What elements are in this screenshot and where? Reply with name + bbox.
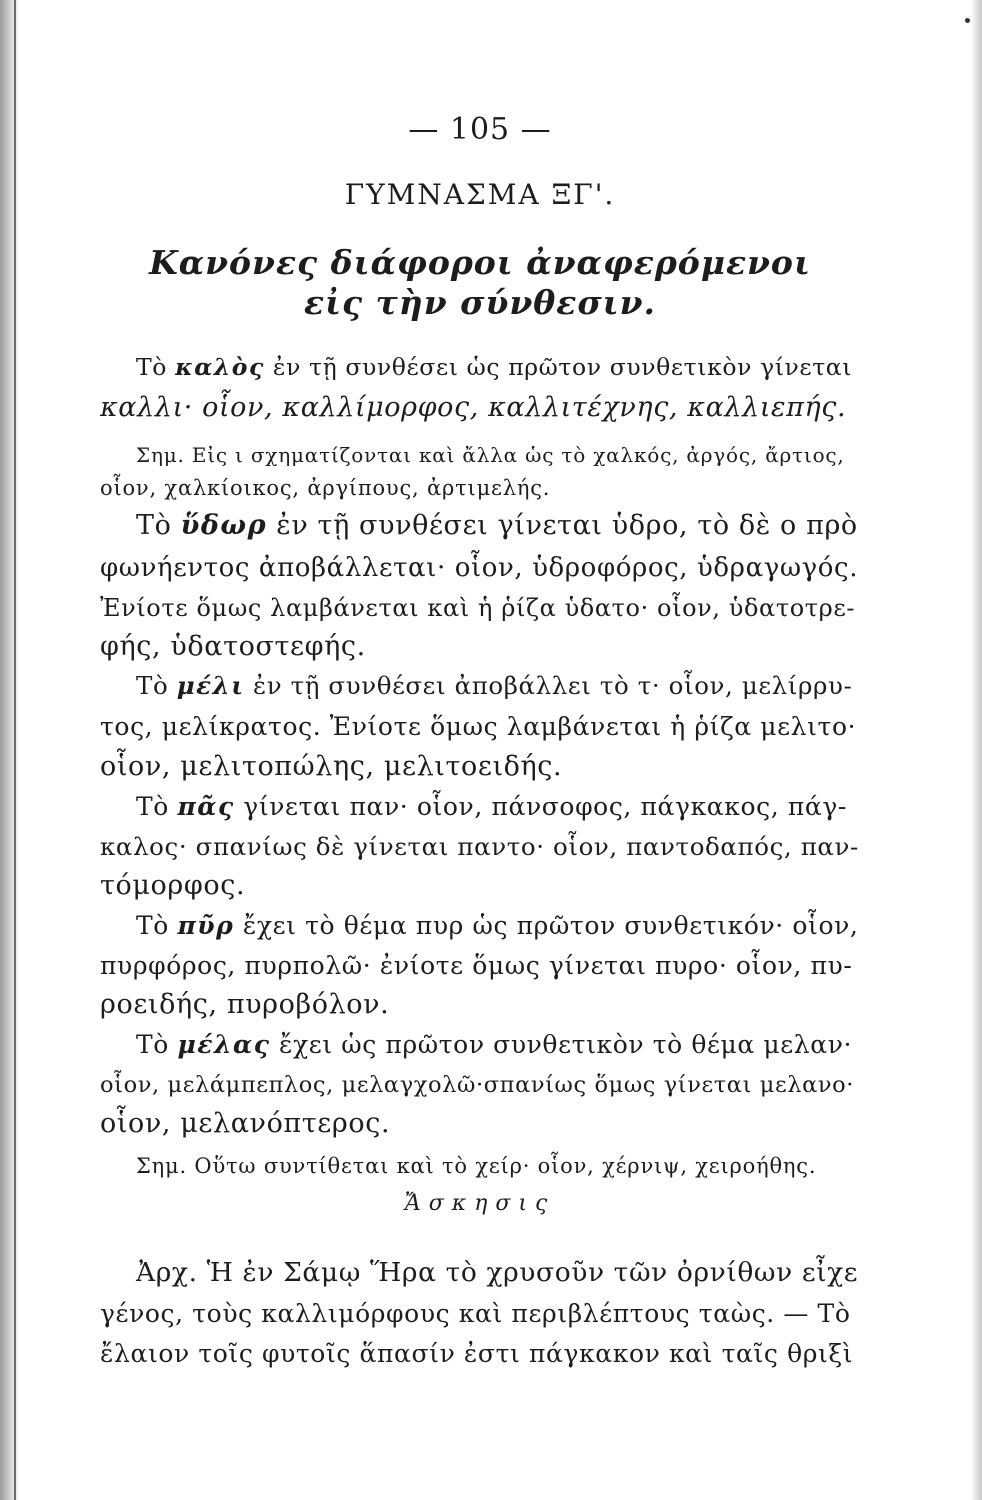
book-page — [100, 0, 860, 1500]
scan-right-edge — [972, 0, 982, 1500]
headword-melas: μέλας — [177, 1030, 271, 1059]
headword-kalos: καλὸς — [175, 353, 265, 381]
paragraph-hydor-line-4: φής, ὑδατοστεφής. — [100, 631, 366, 662]
paragraph-kalos-line-1 — [136, 349, 860, 385]
note-2: Σημ. Οὕτω συντίθεται καὶ τὸ χείρ· οἷον, χέρνιψ, χειροήθης. — [136, 1154, 817, 1178]
paragraph-hydor-line-3: Ἐνίοτε ὅμως λαμβάνεται καὶ ἡ ῥίζα ὑδατο· οἷον, ὑδατοτρε- — [100, 594, 856, 622]
paragraph-meli-line-3: οἷον, μελιτοπώλης, μελιτοειδής. — [100, 751, 563, 782]
paragraph-pas-line-2: καλος· σπανίως δὲ γίνεται παντο· οἷον, παντοδαπός, παν- — [100, 832, 859, 861]
headword-meli: μέλι — [176, 671, 245, 700]
lead-word: Τὸ — [136, 353, 168, 381]
lead-word: Τὸ — [136, 671, 169, 700]
text-span: ἔχει τὸ θέμα πυρ ὡς πρῶτον συνθετικόν· οἷον, — [242, 911, 859, 940]
ink-speck — [965, 18, 970, 23]
section-title-line-2: εἰς τὴν σύνθεσιν. — [303, 283, 657, 322]
exercise-line-3: ἔλαιον τοῖς φυτοῖς ἅπασίν ἐστι πάγκακον καὶ ταῖς θριξὶ — [100, 1339, 854, 1368]
scan-left-edge — [0, 0, 18, 1500]
exercise-line-1: Ἀρχ. Ἡ ἐν Σάμῳ Ἥρα τὸ χρυσοῦν τῶν ὀρνίθων εἶχε — [136, 1257, 859, 1288]
text-span: ἐν τῇ συνθέσει γίνεται ὑδρο, τὸ δὲ ο πρὸ — [276, 510, 858, 541]
paragraph-melas-line-1 — [136, 1027, 860, 1063]
paragraph-melas-line-2: οἷον, μελάμπεπλος, μελαγχολῶ·σπανίως ὅμως γίνεται μελανο· — [100, 1072, 855, 1098]
lead-word: Τὸ — [136, 792, 169, 821]
paragraph-pyr-line-1 — [136, 908, 860, 944]
paragraph-hydor-line-1 — [136, 508, 860, 544]
headword-hydor: ὕδωρ — [180, 510, 268, 541]
page-number: — 105 — — [408, 112, 552, 147]
paragraph-meli-line-2: τος, μελίκρατος. Ἐνίοτε ὅμως λαμβάνεται ἡ ῥίζα μελιτο· — [100, 712, 857, 741]
text-span: ἐν τῇ συνθέσει ἀποβάλλει τὸ τ· οἷον, μελίρρυ- — [252, 671, 853, 700]
paragraph-kalos-line-2: καλλι· οἷον, καλλίμορφος, καλλιτέχνης, καλλιεπής. — [100, 392, 847, 423]
text-span: γίνεται παν· οἷον, πάνσοφος, πάγκακος, πάγ- — [243, 792, 847, 821]
paragraph-pyr-line-3: ροειδής, πυροβόλον. — [100, 989, 390, 1020]
paragraph-pyr-line-2: πυρφόρος, πυρπολῶ· ἐνίοτε ὅμως γίνεται πυρο· οἷον, πυ- — [100, 951, 853, 980]
lead-word: Τὸ — [136, 1030, 169, 1059]
exercise-line-2: γένος, τοὺς καλλιμόρφους καὶ περιβλέπτους ταὼς. — Τὸ — [100, 1299, 851, 1328]
note-1-line-1: Σημ. Εἰς ι σχηματίζονται καὶ ἄλλα ὡς τὸ χαλκός, ἀργός, ἄρτιος, — [136, 443, 845, 467]
text-span: ἐν τῇ συνθέσει ὡς πρῶτον συνθετικὸν γίνεται — [272, 353, 853, 381]
section-title-line-1: Κανόνες διάφοροι ἀναφερόμενοι — [149, 243, 811, 282]
note-1-line-2: οἷον, χαλκίοικος, ἀργίπους, ἀρτιμελής. — [100, 476, 551, 500]
chapter-title: ΓΥΜΝΑΣΜΑ ΞΓ'. — [344, 178, 616, 211]
lead-word: Τὸ — [136, 911, 169, 940]
exercise-title: Ἄσκησις — [404, 1191, 556, 1216]
paragraph-hydor-line-2: φωνήεντος ἀποβάλλεται· οἷον, ὑδροφόρος, ὑδραγωγός. — [100, 553, 859, 583]
paragraph-pas-line-1 — [136, 789, 860, 825]
lead-word: Τὸ — [136, 510, 172, 541]
headword-pas: πᾶς — [177, 792, 235, 821]
text-span: ἔχει ὡς πρῶτον συνθετικὸν τὸ θέμα μελαν· — [279, 1030, 853, 1059]
headword-pyr: πῦρ — [177, 911, 235, 940]
paragraph-pas-line-3: τόμορφος. — [100, 870, 246, 901]
paragraph-melas-line-3: οἷον, μελανόπτερος. — [100, 1108, 391, 1139]
paragraph-meli-line-1 — [136, 668, 860, 704]
